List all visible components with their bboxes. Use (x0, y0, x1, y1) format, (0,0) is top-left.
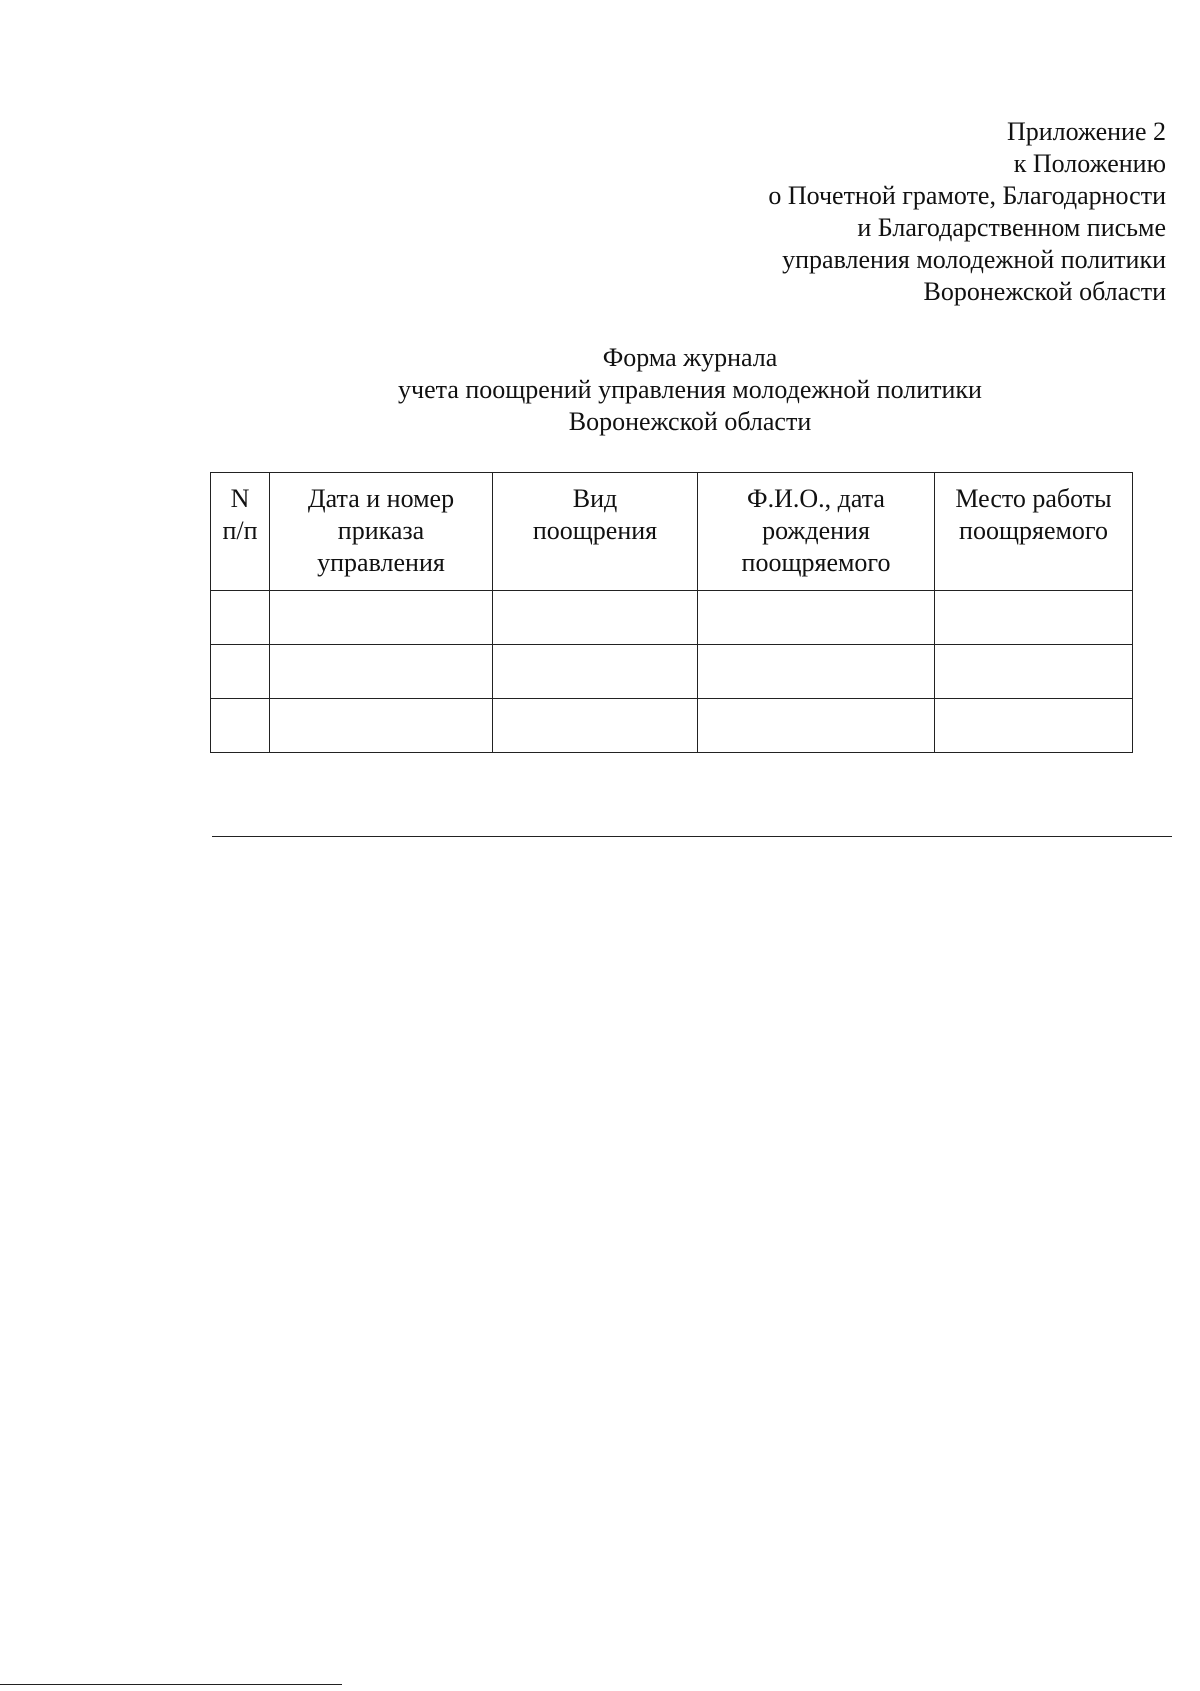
table-cell (211, 699, 270, 753)
appendix-line: к Положению (1013, 149, 1166, 178)
table-header-row (211, 473, 1133, 591)
header-order-date-number: Дата и номер приказа управления (270, 473, 493, 591)
table-cell (493, 591, 698, 645)
appendix-line: Воронежской области (923, 277, 1166, 306)
closing-divider-line (212, 836, 1172, 837)
title-line: Форма журнала (602, 343, 778, 372)
table-cell (698, 645, 935, 699)
table-cell (935, 591, 1133, 645)
header-person-name-birthdate: Ф.И.О., дата рождения поощряемого (698, 473, 935, 591)
table-cell (935, 699, 1133, 753)
table-row (211, 645, 1133, 699)
table-row (211, 591, 1133, 645)
table-cell (270, 591, 493, 645)
table-cell (211, 645, 270, 699)
appendix-line: управления молодежной политики (782, 245, 1166, 274)
footnote-divider-line (0, 1684, 342, 1685)
appendix-line: Приложение 2 (1006, 117, 1166, 146)
header-workplace: Место работы поощряемого (935, 473, 1133, 591)
table-cell (935, 645, 1133, 699)
table-cell (493, 645, 698, 699)
appendix-line: и Благодарственном письме (857, 213, 1166, 242)
appendix-line: о Почетной грамоте, Благодарности (768, 181, 1166, 210)
table-cell (270, 699, 493, 753)
table-cell (211, 591, 270, 645)
appendix-block (566, 116, 1166, 308)
table-cell (698, 591, 935, 645)
table-cell (493, 699, 698, 753)
table-row (211, 699, 1133, 753)
title-line: Воронежской области (568, 407, 812, 436)
header-award-type: Вид поощрения (493, 473, 698, 591)
journal-table (210, 472, 1133, 753)
table-cell (270, 645, 493, 699)
title-line: учета поощрений управления молодежной политики (398, 375, 982, 404)
header-number: N п/п (211, 473, 270, 591)
form-title (190, 342, 1190, 438)
table-cell (698, 699, 935, 753)
